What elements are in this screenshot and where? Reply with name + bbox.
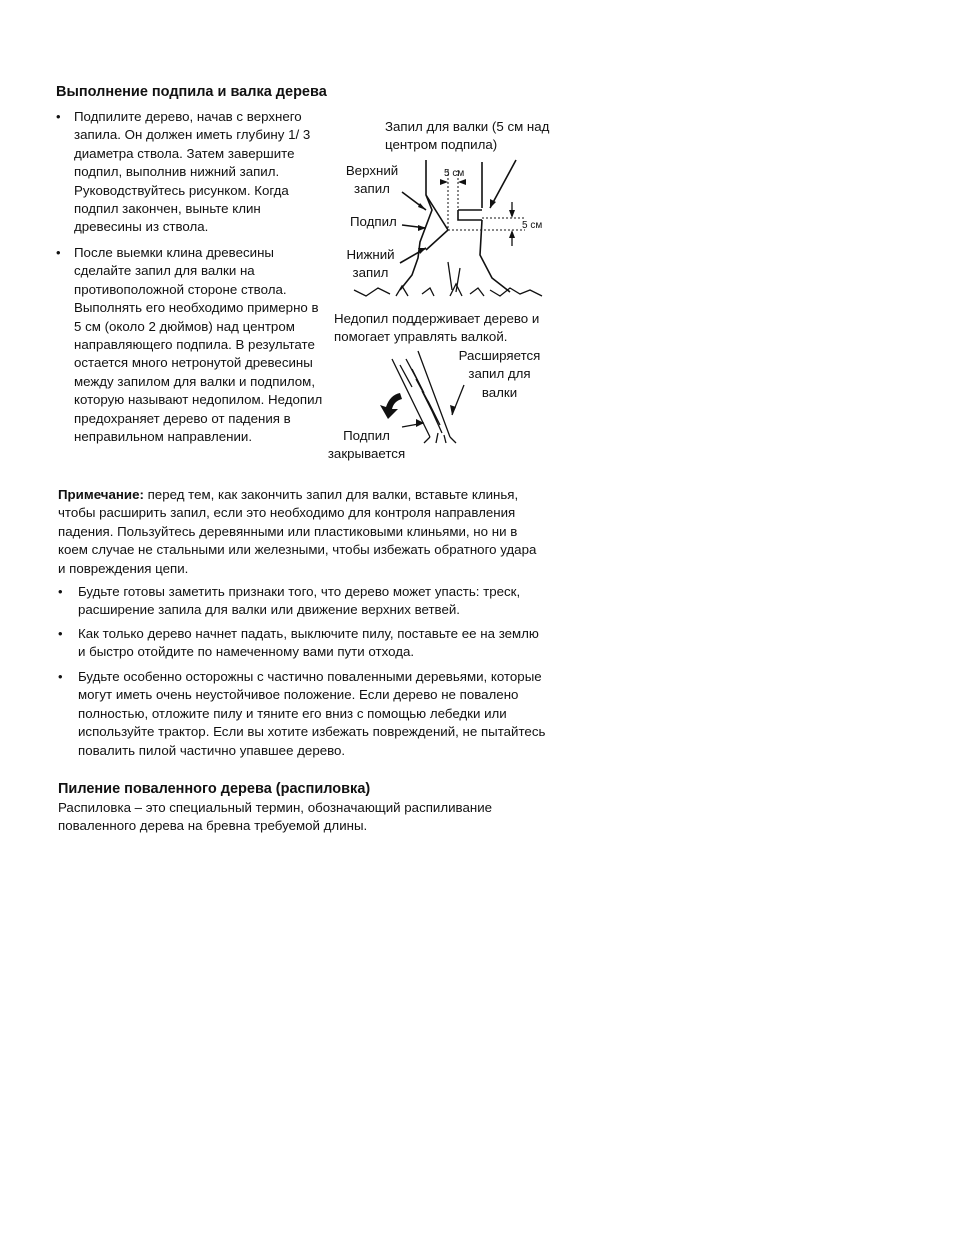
bullet-text: Будьте особенно осторожны с частично поваленными деревьями, которые могут иметь очень неустойчивое положение. Если дерево не повалено полностью, отложите пилу и тяните его вниз с помощью лебедки или используйте трактор. Если вы хотите избежать повреждений, не пытайтесь повалить пилой частично упавшее дерево. <box>78 669 546 758</box>
section-heading-bucking: Пиление поваленного дерева (распиловка) <box>58 781 371 797</box>
dimension-top-label: 5 см <box>444 168 465 179</box>
bullet-icon: • <box>58 626 63 641</box>
dimension-side-label: 5 см <box>522 220 543 231</box>
notch-diagram <box>330 150 560 300</box>
section-paragraph: Распиловка – это специальный термин, обозначающий распиливание поваленного дерева на бревна требуемой длины. <box>58 800 493 834</box>
felling-cut-label: Запил для валки (5 см над центром подпила) <box>385 119 550 153</box>
upper-cut-label: Верхний запил <box>345 163 399 197</box>
closes-label: Подпил закрывается <box>327 428 406 462</box>
bullet-icon: • <box>58 584 63 599</box>
notch-label: Подпил <box>350 214 397 229</box>
section-heading-felling: Выполнение подпила и валка дерева <box>56 84 327 100</box>
bullet-text: Как только дерево начнет падать, выключите пилу, поставьте ее на землю и быстро отойдите по намеченному вами пути отхода. <box>78 626 539 660</box>
bullet-text: Подпилите дерево, начав с верхнего запила. Он должен иметь глубину 1/ 3 диаметра ствола. Затем завершите подпил, выполнив нижний запил. Руководствуйтесь рисунком. Когда подпил закончен, выньте клин древесины из ствола. <box>74 109 311 235</box>
note-text: перед тем, как закончить запил для валки, вставьте клинья, чтобы расширить запил, если это необходимо для контроля направления падения. Пользуйтесь деревянными или пластиковыми клиньями, но ни в коем случае не стальными или железными, чтобы избежать обратного удара и повреждения цепи. <box>58 487 537 576</box>
bullet-icon: • <box>56 109 61 124</box>
note-paragraph <box>58 486 538 578</box>
bullet-text: Будьте готовы заметить признаки того, что дерево может упасть: треск, расширение запила для валки или движение верхних ветвей. <box>78 584 521 618</box>
figure-caption: Недопил поддерживает дерево и помогает управлять валкой. <box>334 311 540 345</box>
bullet-icon: • <box>58 669 63 684</box>
lower-cut-label: Нижний запил <box>346 247 395 281</box>
bullet-icon: • <box>56 245 61 260</box>
bullet-text: После выемки клина древесины сделайте запил для валки на противоположной стороне ствола. Выполнять его необходимо примерно в 5 см (около 2 дюймов) над центром направляющего подпила. В результате остается много нетронутой древесины между запилом для валки и подпилом, которую называют недопилом. Недопил предохраняет дерево от падения в неправильном направлении. <box>74 245 323 445</box>
falling-tree-diagram <box>372 345 482 445</box>
note-lead: Примечание: <box>58 487 144 502</box>
widens-label: Расширяется запил для валки <box>458 348 541 400</box>
